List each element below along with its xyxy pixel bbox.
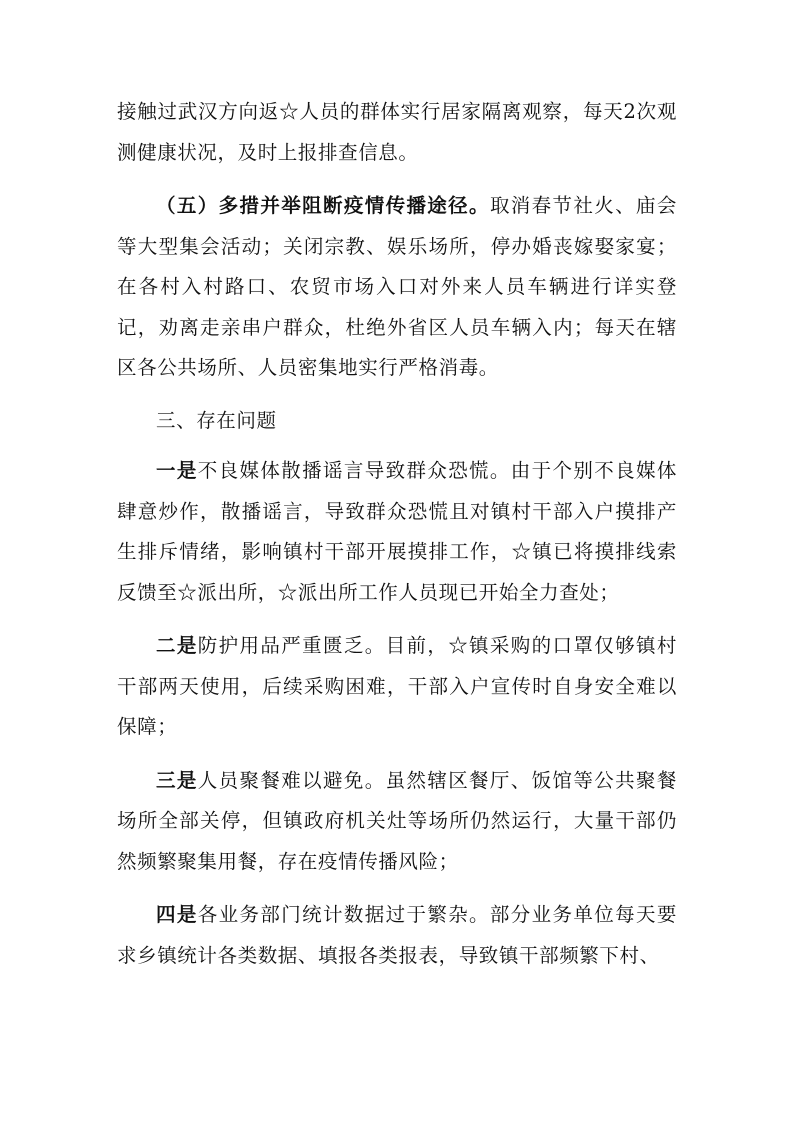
document-body bbox=[117, 92, 677, 976]
paragraph-bold-lead: （五）多措并举阻断疫情传播途径。 bbox=[156, 194, 490, 217]
paragraph-text: 取消春节社火、庙会等大型集会活动；关闭宗教、娱乐场所，停办婚丧嫁娶家宴；在各村入村路口、农贸市场入口对外来人员车辆进行详实登记，劝离走亲串户群众，杜绝外省区人员车辆入内；每天在辖区各公共场所、人员密集地实行严格消毒。 bbox=[117, 194, 677, 379]
paragraph-text: 各业务部门统计数据过于繁杂。部分业务单位每天要求乡镇统计各类数据、填报各类报表，导致镇干部频繁下村、 bbox=[117, 903, 677, 967]
paragraph-isolation-continued bbox=[117, 92, 677, 173]
paragraph-text: 防护用品严重匮乏。目前，☆镇采购的口罩仅够镇村干部两天使用，后续采购困难，干部入户宣传时自身安全难以保障； bbox=[117, 634, 677, 738]
paragraph-bold-lead: 一是 bbox=[156, 459, 198, 482]
paragraph-text: 接触过武汉方向返☆人员的群体实行居家隔离观察，每天2次观测健康状况，及时上报排查信息。 bbox=[117, 100, 677, 164]
paragraph-bold-lead: 三是 bbox=[156, 768, 198, 792]
paragraph-text: 不良媒体散播谣言导致群众恐慌。由于个别不良媒体肆意炒作，散播谣言，导致群众恐慌且对镇村干部入户摸排产生排斥情绪，影响镇村干部开展摸排工作，☆镇已将摸排线索反馈至☆派出所，☆派出所工作人员现已开始全力查处； bbox=[117, 459, 677, 604]
paragraph-problem-two bbox=[117, 626, 677, 748]
paragraph-problem-three bbox=[117, 761, 677, 883]
paragraph-bold-lead: 四是 bbox=[156, 903, 198, 926]
section-heading-existing-problems: 三、存在问题 bbox=[156, 408, 277, 432]
paragraph-bold-lead: 二是 bbox=[156, 634, 198, 657]
paragraph-measures-five bbox=[117, 186, 677, 389]
paragraph-problem-four bbox=[117, 895, 677, 976]
paragraph-problem-one bbox=[117, 451, 677, 613]
paragraph-text: 人员聚餐难以避免。虽然辖区餐厅、饭馆等公共聚餐场所全部关停，但镇政府机关灶等场所仍然运行，大量干部仍然频繁聚集用餐，存在疫情传播风险； bbox=[117, 768, 677, 873]
